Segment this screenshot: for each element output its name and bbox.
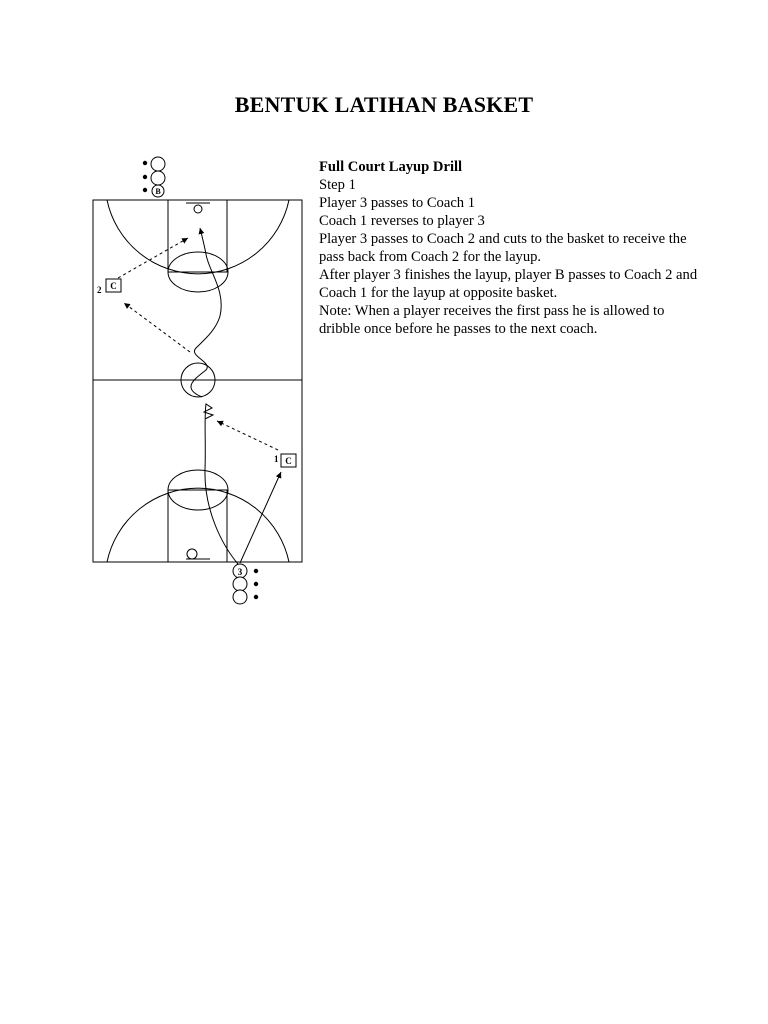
key-bottom — [168, 490, 227, 562]
player-top-2 — [151, 171, 165, 185]
coach-1-number: 1 — [274, 454, 279, 464]
drill-line: Player 3 passes to Coach 1 — [319, 195, 476, 211]
hoop-top — [194, 205, 202, 213]
ball-dot — [254, 595, 258, 599]
page-title: BENTUK LATIHAN BASKET — [234, 92, 534, 117]
player-top-1 — [151, 157, 165, 171]
three-point-arc-top — [107, 200, 289, 274]
dribble-path — [191, 228, 221, 397]
drill-line: Coach 1 for the layup at opposite basket. — [319, 285, 558, 301]
three-point-arc-bottom — [107, 488, 289, 562]
coach-2-number: 2 — [97, 285, 102, 295]
drill-line: Player 3 passes to Coach 2 and cuts to the basket to receive the — [319, 231, 687, 247]
drill-line: pass back from Coach 2 for the layup. — [319, 249, 542, 265]
ball-dot — [254, 582, 258, 586]
player-bottom-1 — [233, 590, 247, 604]
drill-line: Note: When a player receives the first pass he is allowed to — [319, 303, 665, 319]
key-top — [168, 200, 227, 272]
court-diagram — [80, 150, 320, 610]
player-bottom-2 — [233, 577, 247, 591]
player-top-b-label: B — [155, 187, 161, 196]
pass-line-player3-to-coach1 — [240, 472, 281, 563]
player-bottom-3-label: 3 — [237, 567, 243, 577]
coach-2-label: C — [110, 281, 117, 291]
hoop-bottom — [187, 549, 197, 559]
drill-line: Step 1 — [319, 177, 356, 193]
pass-line-player3-to-coach2 — [124, 303, 190, 352]
pass-line-coach1-to-player3 — [217, 421, 278, 450]
drill-description — [319, 158, 719, 338]
ball-dot — [143, 175, 147, 179]
court-svg — [80, 150, 320, 610]
player3-cut-path — [204, 404, 238, 564]
court-boundary — [93, 200, 302, 562]
ball-dot — [254, 569, 258, 573]
ball-dot — [143, 188, 147, 192]
coach-1-label: C — [285, 456, 292, 466]
drill-line: dribble once before he passes to the next coach. — [319, 321, 598, 337]
ball-dot — [143, 161, 147, 165]
drill-line: Coach 1 reverses to player 3 — [319, 213, 485, 229]
drill-line: After player 3 finishes the layup, player B passes to Coach 2 and — [319, 267, 698, 283]
drill-heading: Full Court Layup Drill — [319, 159, 463, 175]
